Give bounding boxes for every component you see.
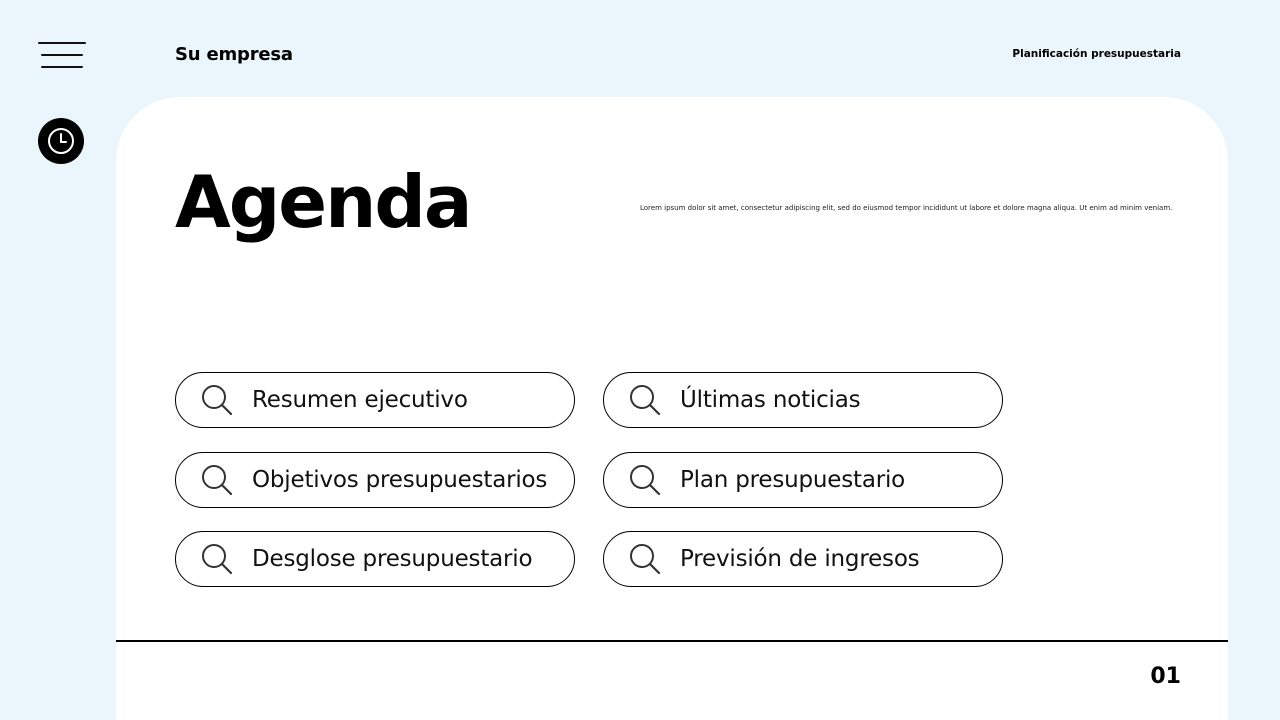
document-title: Planificación presupuestaria [1012, 48, 1181, 60]
agenda-item-label: Objetivos presupuestarios [252, 467, 548, 493]
company-name: Su empresa [175, 44, 293, 65]
page-title: Agenda [175, 160, 471, 244]
search-icon [628, 463, 662, 497]
agenda-item-label: Últimas noticias [680, 387, 861, 413]
description-text: Lorem ipsum dolor sit amet, consectetur adipiscing elit, sed do eiusmod tempor incididunt ut labore et dolore magna aliqua. Ut enim ad minim veniam. [640, 204, 1173, 212]
agenda-item-prevision-de-ingresos[interactable] [603, 531, 1003, 587]
search-icon [200, 542, 234, 576]
hamburger-menu-icon[interactable] [38, 42, 86, 70]
search-icon [628, 383, 662, 417]
clock-icon[interactable] [38, 118, 84, 164]
agenda-item-label: Desglose presupuestario [252, 546, 533, 572]
search-icon [200, 383, 234, 417]
agenda-item-ultimas-noticias[interactable] [603, 372, 1003, 428]
agenda-item-desglose-presupuestario[interactable] [175, 531, 575, 587]
search-icon [628, 542, 662, 576]
agenda-item-plan-presupuestario[interactable] [603, 452, 1003, 508]
page-number: 01 [1150, 664, 1181, 689]
search-icon [200, 463, 234, 497]
agenda-item-label: Previsión de ingresos [680, 546, 920, 572]
agenda-item-resumen-ejecutivo[interactable] [175, 372, 575, 428]
footer-divider [116, 640, 1228, 642]
agenda-item-label: Resumen ejecutivo [252, 387, 468, 413]
agenda-item-label: Plan presupuestario [680, 467, 906, 493]
agenda-item-objetivos-presupuestarios[interactable] [175, 452, 575, 508]
